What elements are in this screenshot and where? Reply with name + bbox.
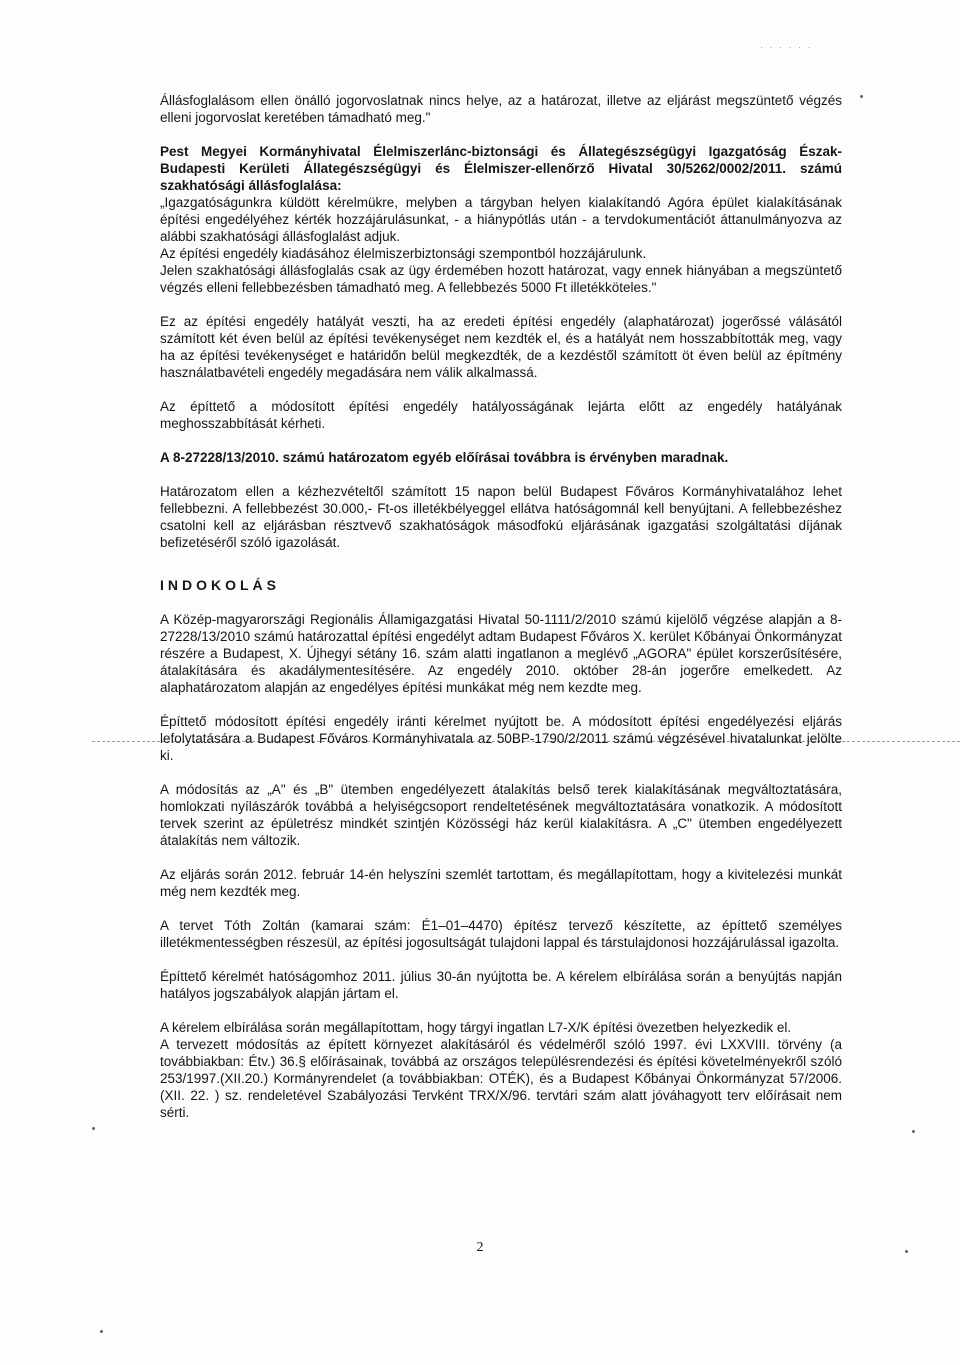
scan-speck [860,95,863,98]
opinion-consent: Az építési engedély kiadásához élelmiszerbiztonsági szempontból hozzájárulunk. [160,246,647,261]
paragraph-prior-decision-valid: A 8-27228/13/2010. számú határozatom egyéb előírásai továbbra is érvényben maradnak. [160,450,729,465]
opinion-intro: „Igazgatóságunkra küldött kérelmükre, melyben a tárgyban helyen kialakítandó Agóra épület kialakításának építési engedélyéhez kérték hozzájárulásunkat, - a hiánypótlás után - a tervdokumentációt áttanulmányozva az alábbi szakhatósági állásfoglalást adjuk. [160,195,842,244]
paragraph-appeal: Határozatom ellen a kézhezvételtől számított 15 napon belül Budapest Főváros Kormányhivatalához lehet fellebbezni. A fellebbezést 30.000,- Ft-os illetékbélyeggel ellátva hatóságomnál kell benyújtani. A fellebbezéshez csatolni kell az eljárásban résztvevő szakhatóságok másodfokú eljárásának igazgatási szolgáltatási díjának befizetéséről szóló igazolását. [160,484,842,550]
reasoning-paragraph-3: A módosítás az „A" és „B" ütemben engedélyezett átalakítás belső terek kialakításának megváltoztatására, homlokzati nyílászárók továbbá a helyiségcsoport rendeltetésének megváltoztatására vonatkozik. A módosított tervek szerint az épületrész mindkét szintjén Közösségi ház kerül kialakításra. A „C" ütemben engedélyezett átalakítás nem változik. [160,782,842,848]
reasoning-paragraph-1: A Közép-magyarországi Regionális Államigazgatási Hivatal 50-1111/2/2010 számú kijelölő végzése alapján a 8-27228/13/2010 számú határozattal építési engedélyt adtam Budapest Főváros X. kerület Kőbányai Önkormányzat részére a Budapest, X. Újhegyi sétány 16. szám alatti ingatlanon a meglévő „AGORA" épület korszerűsítésére, átalakítására és akadálymentesítésére. Az engedély 2010. október 28-án jogerőre emelkedett. Az alaphatározatom alapján az engedélyes építési munkákat még nem kezdte meg. [160,612,842,695]
reasoning-paragraph-8: A tervezett módosítás az épített környezet alakításáról és védelméről szóló 1997. évi LXXVIII. törvény (a továbbiakban: Étv.) 36.§ előírásainak, továbbá az országos településrendezési és építési követelményekről szóló 253/1997.(XII.20.) Kormányrendelet (a továbbiakban: OTÉK), és a Budapest Kőbányai Önkormányzat 57/2006. (XII. 22. ) sz. rendeletével Szabályozási Tervként TRX/X/96. tervtári szám alatt jóváhagyott terv előírásait nem sérti. [160,1037,842,1120]
reasoning-paragraph-7: A kérelem elbírálása során megállapítottam, hogy tárgyi ingatlan L7-X/K építési övezetben helyezkedik el. [160,1020,792,1035]
paragraph-remedy-note: Állásfoglalásom ellen önálló jogorvoslatnak nincs helye, az a határozat, illetve az eljárást megszüntető végzés elleni jogorvoslat keretében támadható meg." [160,93,842,125]
document-body [160,92,842,1121]
scan-speck [100,1330,103,1333]
reasoning-paragraph-5: A tervet Tóth Zoltán (kamarai szám: É1–01–4470) építész tervező készítette, az építtető személyes illetékmentességben részesül, az építési jogosultságát tulajdoni lappal és társtulajdonosi hozzájárulással igazolta. [160,918,842,950]
reasoning-heading: INDOKOLÁS [160,577,280,593]
paragraph-permit-extension: Az építtető a módosított építési engedély hatályosságának lejárta előtt az engedély hatályának meghosszabbítását kérheti. [160,399,842,431]
scan-artifact: · · · · · · [760,42,813,52]
reasoning-paragraph-6: Építtető kérelmét hatóságomhoz 2011. július 30-án nyújtotta be. A kérelem elbírálása során a benyújtás napján hatályos jogszabályok alapján jártam el. [160,969,842,1001]
scan-speck [912,1130,915,1133]
authority-title: Pest Megyei Kormányhivatal Élelmiszerlánc-biztonsági és Állategészségügyi Igazgatóság Észak-Budapesti Kerületi Állategészségügyi és Élelmiszer-ellenőrző Hivatal 30/5262/0002/2011. számú szakhatósági állásfoglalása: [160,144,842,193]
page-number: 2 [476,1240,484,1255]
scan-speck [905,1250,908,1253]
opinion-appeal-note: Jelen szakhatósági állásfoglalás csak az ügy érdemében hozott határozat, vagy ennek hiányában a megszüntető végzés elleni fellebbezésben támadható meg. A fellebbezés 5000 Ft illetékköteles." [160,263,842,295]
reasoning-paragraph-4: Az eljárás során 2012. február 14-én helyszíni szemlét tartottam, és megállapítottam, hogy a kivitelezési munkát még nem kezdték meg. [160,867,842,899]
reasoning-paragraph-2: Építtető módosított építési engedély iránti kérelmet nyújtott be. A módosított építési engedélyezési eljárás lefolytatására a Budapest Főváros Kormányhivatala az 50BP-1790/2/2011 számú végzésével hivatalunkat jelölte ki. [160,714,842,763]
scan-speck [92,1127,95,1130]
paragraph-permit-expiry: Ez az építési engedély hatályát veszti, ha az eredeti építési engedély (alaphatározat) jogerőssé válásától számított két éven belül az építési tevékenységet nem kezdték el, és a hatályát nem hosszabbították meg, vagy ha az építési tevékenységet e határidőn belül megkezdték, de a kezdéstől számított öt éven belül az építmény használatbavételi engedély megadására nem válik alkalmassá. [160,314,842,380]
